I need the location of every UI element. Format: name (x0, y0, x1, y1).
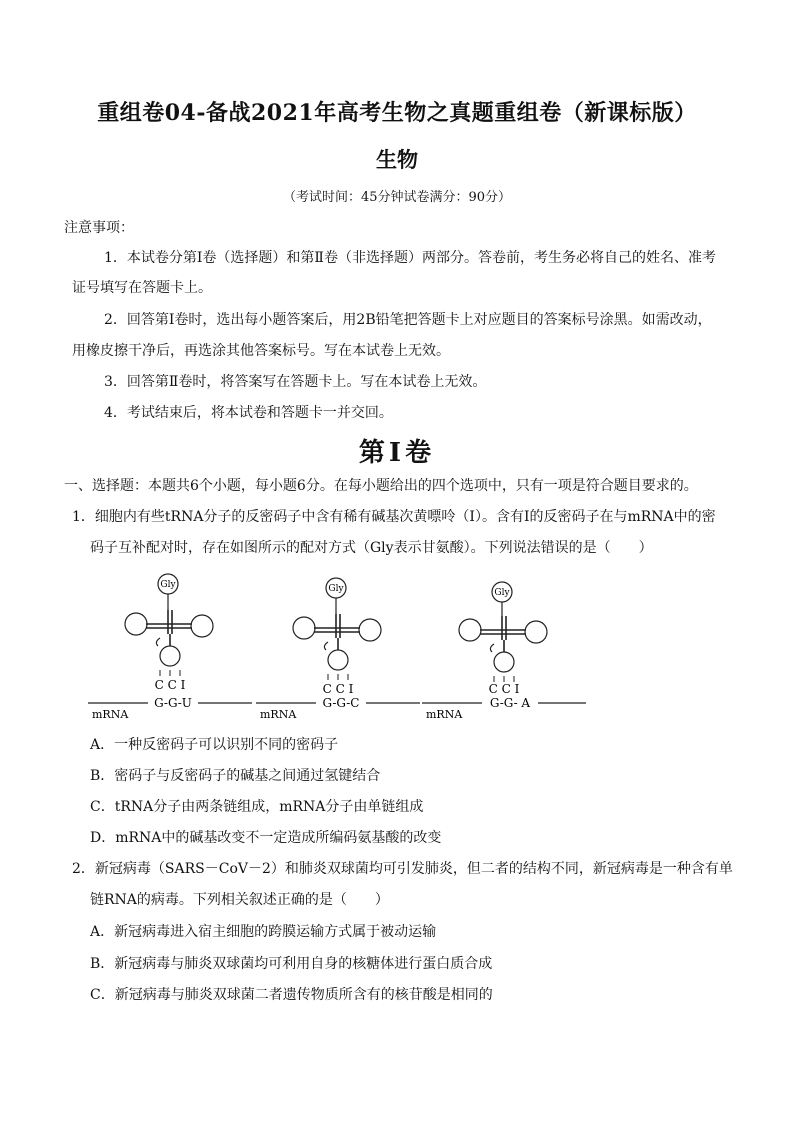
question-1-stem-cont: 码子互补配对时，存在如图所示的配对方式（Gly表示甘氨酸）。下列说法错误的是（ ） (90, 540, 653, 556)
gly-label: Gly (160, 580, 176, 590)
gly-label: Gly (494, 588, 510, 598)
mrna-label: mRNA (92, 708, 129, 721)
anticodon-label: C C I (154, 678, 186, 692)
question-2-option-a: A．新冠病毒进入宿主细胞的跨膜运输方式属于被动运输 (90, 924, 437, 940)
codon-label: G-G- A (489, 696, 531, 710)
notice-item: 1．本试卷分第Ⅰ卷（选择题）和第Ⅱ卷（非选择题）两部分。答卷前，考生务必将自己的姓名、准考 (104, 250, 716, 266)
codon-label: G-G-C (322, 696, 360, 710)
exam-title: 重组卷04-备战2021年高考生物之真题重组卷（新课标版） (97, 100, 697, 126)
codon-label: G-G-U (154, 696, 192, 710)
trna-panel-2 (256, 578, 420, 721)
notice-item: 4．考试结束后，将本试卷和答题卡一并交回。 (104, 405, 393, 421)
anticodon-label: C C I (322, 682, 354, 696)
subject-title: 生物 (376, 147, 418, 172)
section-heading: 一、选择题：本题共6个小题，每小题6分。在每小题给出的四个选项中，只有一项是符合题目要求的。 (64, 478, 698, 494)
anticodon-label: C C I (488, 682, 520, 696)
question-1-option-b: B．密码子与反密码子的碱基之间通过氢键结合 (90, 768, 381, 784)
gly-label: Gly (328, 584, 344, 594)
mrna-label: mRNA (426, 708, 463, 721)
question-2-stem: 2．新冠病毒（SARS－CoV－2）和肺炎双球菌均可引发肺炎，但二者的结构不同，新冠病毒是一种含有单 (72, 861, 733, 877)
question-1-option-a: A．一种反密码子可以识别不同的密码子 (90, 737, 339, 753)
exam-info: （考试时间：45分钟试卷满分：90分） (282, 190, 512, 205)
trna-panel-1 (88, 574, 252, 721)
notice-item: 2．回答第Ⅰ卷时，选出每小题答案后，用2B铅笔把答题卡上对应题目的答案标号涂黑。如需改动， (104, 312, 712, 328)
trna-panel-3 (422, 582, 586, 721)
notice-item: 3．回答第Ⅱ卷时，将答案写在答题卡上。写在本试卷上无效。 (104, 374, 487, 390)
trna-pairing-figure (88, 572, 598, 724)
question-1-option-c: C．tRNA分子由两条链组成，mRNA分子由单链组成 (90, 799, 424, 815)
question-2-option-c: C．新冠病毒与肺炎双球菌二者遗传物质所含有的核苷酸是相同的 (90, 987, 493, 1003)
notice-heading: 注意事项： (64, 220, 134, 236)
mrna-label: mRNA (260, 708, 297, 721)
question-2-option-b: B．新冠病毒与肺炎双球菌均可利用自身的核糖体进行蛋白质合成 (90, 956, 493, 972)
question-2-stem-cont: 链RNA的病毒。下列相关叙述正确的是（ ） (90, 892, 389, 908)
question-1-option-d: D．mRNA中的碱基改变不一定造成所编码氨基酸的改变 (90, 830, 442, 846)
question-1-stem: 1．细胞内有些tRNA分子的反密码子中含有稀有碱基次黄嘌呤（I）。含有I的反密码子在与mRNA中的密 (72, 509, 716, 525)
notice-item: 证号填写在答题卡上。 (72, 280, 212, 296)
volume-title: 第Ⅰ卷 (358, 438, 436, 468)
notice-item: 用橡皮擦干净后，再选涂其他答案标号。写在本试卷上无效。 (72, 343, 450, 359)
